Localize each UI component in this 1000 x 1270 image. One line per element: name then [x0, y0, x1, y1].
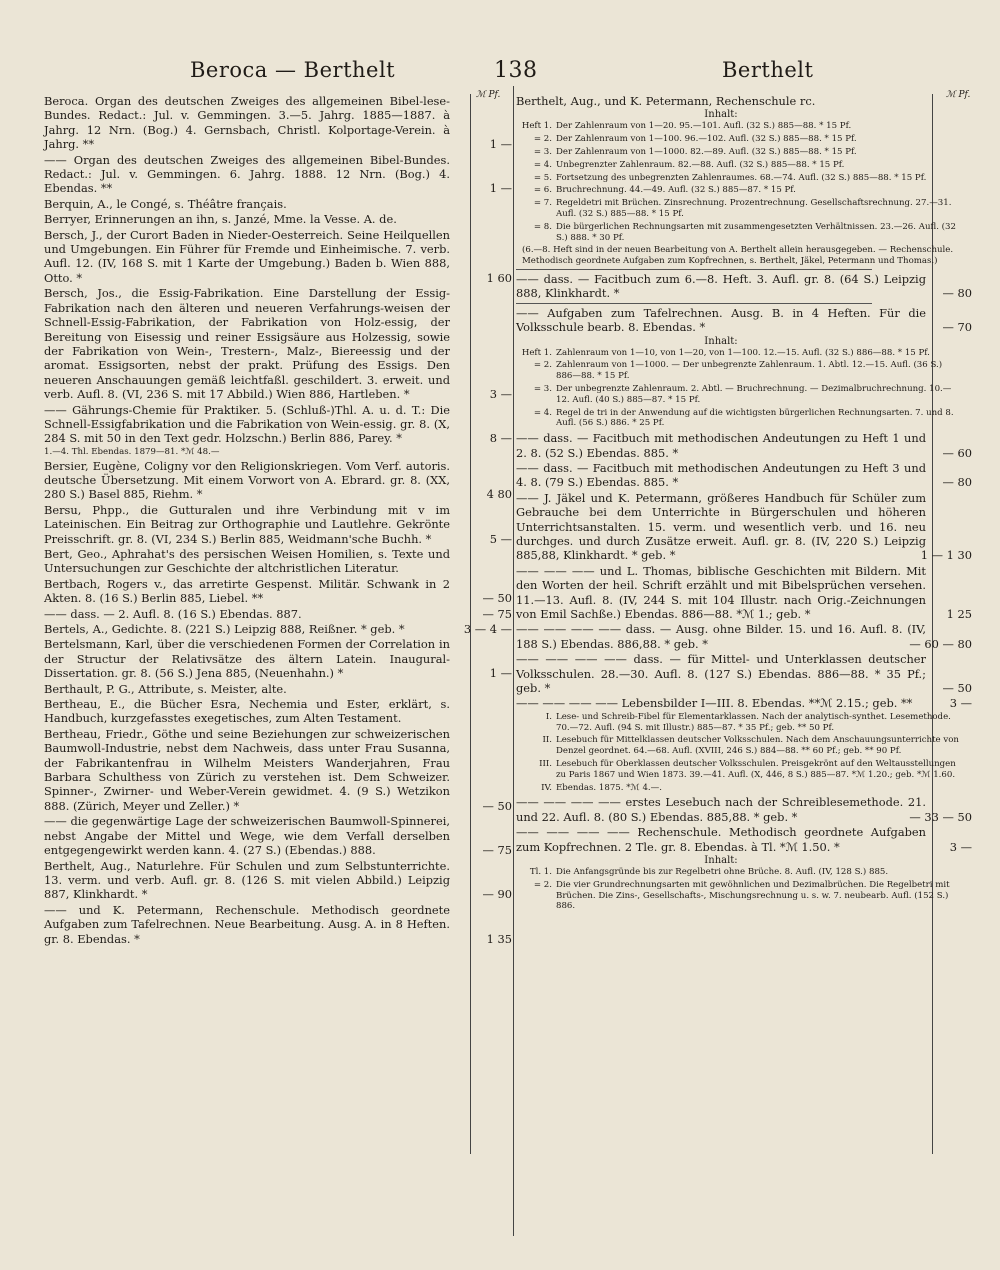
price: 1 35 — [486, 931, 512, 946]
item-text: Der Zahlenraum von 1—1000. 82.—89. Aufl. (32 S.) 885—88. * 15 Pf. — [556, 147, 857, 157]
catalog-entry: —— dass. — Facitbuch mit methodischen Andeutungen zu Heft 1 und 2. 8. (52 S.) Ebendas. 885. * — 60 — [516, 431, 972, 460]
catalog-entry — [44, 903, 512, 946]
price: — 80 — [942, 475, 972, 490]
item-text: Fortsetzung des unbegrenzten Zahlenraumes. 68.—74. Aufl. (32 S.) 885—88. * 15 Pf. — [556, 172, 927, 183]
entry-text: Bersch, J., der Curort Baden in Nieder-Oesterreich. Seine Heilquellen und Umgebungen. Ein Führer für Fremde und Einheimische. 7. verb. Aufl. 12. (IV, 168 S. mit 1 Karte der Umgebung.) Baden b. Wien 888, Otto. * — [44, 227, 450, 285]
price: 1 — — [489, 666, 512, 681]
price: 4 80 — [486, 487, 512, 502]
entry-text: Bersier, Eugène, Coligny vor den Religionskriegen. Vom Verf. autoris. deutsche Übersetzung. Mit einem Vorwort von A. Ebrard. gr. 8. (XX, 280 S.) Basel 885, Riehm. * — [44, 458, 450, 502]
catalog-entry — [44, 503, 512, 546]
catalog-entry — [44, 859, 512, 902]
item-label: = 3. — [533, 383, 552, 394]
entry-text: —— Gährungs-Chemie für Praktiker. 5. (Schluß-)Thl. A. u. d. T.: Die Schnell-Essigfabrikation und die Fabrikation von Wein-essig. gr. 8. (X, 284 S. mit 50 in den Text gedr. Holzschn.) Berlin 886, Parey. * — [44, 402, 450, 446]
item-text: Der Zahlenraum von 1—100. 96.—102. Aufl. (32 S.) 885—88. * 15 Pf. — [556, 134, 857, 145]
entry-text: Bertels, A., Gedichte. 8. (221 S.) Leipzig 888, Reißner. * geb. * — [44, 622, 405, 637]
catalog-entry — [44, 547, 512, 576]
price: 3 — 4 — — [463, 622, 512, 637]
price: — 50 — [482, 798, 512, 813]
item-label: = 2. — [533, 879, 552, 890]
catalog-entry — [44, 577, 512, 606]
entry-text: Bersu, Phpp., die Gutturalen und ihre Verbindung mit v im Lateinischen. Ein Beitrag zur Orthographie und Lautlehre. Gekrönte Preisschrift. gr. 8. (VI, 234 S.) Berlin 885, Weidmann'sche Buchh. * — [44, 502, 450, 546]
item-label: = 2. — [533, 134, 552, 145]
catalog-entry — [44, 622, 512, 636]
price: — 75 — [482, 606, 512, 621]
item-label: = 3. — [533, 147, 552, 157]
price: 1 — — [489, 137, 512, 152]
running-head-right: Berthelt — [722, 58, 814, 82]
catalog-entry: —— —— —— —— dass. — für Mittel- und Unterklassen deutscher Volksschulen. 28.—30. Aufl. 8. (127 S.) Ebendas. 886—88. * 35 Pf.; geb. * — 50 — [516, 652, 972, 696]
item-text: Der Zahlenraum von 1—20. 95.—101. Aufl. (32 S.) 885—88. * 15 Pf. — [556, 121, 852, 132]
contents-item — [516, 147, 972, 158]
right-column — [516, 94, 972, 914]
item-text: Die vier Grundrechnungsarten mit gewöhnlichen und Dezimalbrüchen. Die Regelbetri mit Brüchen. Die Zins-, Gesellschafts-, Mischungsrechnung u. s. w. 7. neubearb. Aufl. (152 S.) 886. — [556, 879, 950, 912]
catalog-entry — [44, 153, 512, 196]
running-head-left: Beroca — Berthelt — [190, 58, 396, 82]
catalog-entry — [44, 197, 512, 211]
contents-item — [516, 121, 972, 132]
item-label: III. — [539, 759, 552, 770]
price: — 60 — [942, 445, 972, 460]
item-text: Unbegrenzter Zahlenraum. 82.—88. Aufl. (32 S.) 885—88. * 15 Pf. — [556, 159, 845, 170]
catalog-entry: —— —— —— —— Rechenschule. Methodisch geordnete Aufgaben zum Kopfrechnen. 2 Tle. gr. 8. Ebendas. à Tl. *ℳ 1.50. * 3 — — [516, 825, 972, 854]
price: 5 — — [489, 531, 512, 546]
contents-item — [516, 348, 972, 359]
contents-item — [516, 160, 972, 171]
item-text: Zahlenraum von 1—1000. — Der unbegrenzte Zahlenraum. 1. Abtl. 12.—15. Aufl. (36 S.) 886—88. * 15 Pf. — [556, 360, 943, 382]
catalog-entry: —— —— —— —— dass. — Ausg. ohne Bilder. 15. und 16. Aufl. 8. (IV, 188 S.) Ebendas. 886,88. * geb. * — 60 — 80 — [516, 622, 972, 651]
catalog-entry: —— —— —— —— Lebensbilder I—III. 8. Ebendas. **ℳ 2.15.; geb. ** 3 — — [516, 696, 972, 711]
contents-item — [516, 867, 972, 878]
price: — 80 — [942, 286, 972, 301]
contents-item — [516, 222, 972, 244]
entry-text: Bertheau, Friedr., Göthe und seine Beziehungen zur schweizerischen Baumwoll-Industrie, nebst dem Nachweis, dass unter Frau Susanna, der Fabrikantenfrau in Wilhelm Meisters Wanderjahren, Frau Barbara Schulthess von Zürich zu verstehen ist. Dem Schweizer. Spinner-, Zwirner- und Weber-Verein gewidmet. 4. (9 S.) Wetzikon 888. (Zürich, Meyer und Zeller.) * — [44, 726, 450, 813]
series-note: (6.—8. Heft sind in der neuen Bearbeitung von A. Berthelt allein herausgegeben. — Rechenschule. Methodisch geordnete Aufgaben zum Kopfrechnen, s. Berthelt, Jäkel, Petermann und Thomas.) — [522, 245, 954, 267]
contents-item — [516, 408, 972, 430]
entry-text: —— Organ des deutschen Zweiges des allgemeinen Bibel-Bundes. Redact.: Jul. v. Gemmingen. 6. Jahrg. 1888. 12 Nrn. (Bog.) 4. Ebendas. ** — [44, 152, 450, 196]
entry-text: Bertbach, Rogers v., das arretirte Gespenst. Militär. Schwank in 2 Akten. 8. (16 S.) Berlin 885, Liebel. ** — [44, 576, 450, 606]
price-unit-left: ℳ Pf. — [476, 90, 501, 100]
item-text: Lesebuch für Oberklassen deutscher Volksschulen. Preisgekrönt auf den Weltausstellungen zu Paris 1867 und Wien 1873. 39.—41. Aufl. (X, 446, 8 S.) 885—87. *ℳ 1.20.; geb. *ℳ 1.60. — [556, 759, 956, 780]
item-text: Der unbegrenzte Zahlenraum. 2. Abtl. — Bruchrechnung. — Dezimalbruchrechnung. 10.—12. Aufl. (40 S.) 885—87. * 15 Pf. — [556, 383, 952, 405]
catalog-entry — [44, 447, 512, 458]
catalog-entry: —— —— —— und L. Thomas, biblische Geschichten mit Bildern. Mit den Worten der heil. Schrift erzählt und mit Bibelsprüchen versehen. 11.—13. Aufl. 8. (IV, 244 S. mit 104 Illustr. nach Orig.-Zeichnungen von Emil Sachße.) Ebendas. 886—88. *ℳ 1.; geb. * 1 25 — [516, 563, 972, 622]
item-text: Regel de tri in der Anwendung auf die wichtigsten bürgerlichen Rechnungsarten. 7. und 8. Aufl. (56 S.) 886. * 25 Pf. — [556, 407, 954, 429]
item-label: = 5. — [533, 172, 552, 183]
catalog-entry — [44, 212, 512, 226]
entry-text: Berquin, A., le Congé, s. Théâtre français. — [44, 196, 287, 211]
item-text: Lese- und Schreib-Fibel für Elementarklassen. Nach der analytisch-synthet. Lesemethode. 70.—72. Aufl. (94 S. mit Illustr.) 885—87. * 35 Pf.; geb. ** 50 Pf. — [556, 711, 951, 733]
item-label: Tl. 1. — [529, 867, 552, 878]
price: 3 — — [949, 696, 972, 711]
price: 3 — — [489, 387, 512, 402]
page-number: 138 — [494, 58, 538, 83]
item-text: Die bürgerlichen Rechnungsarten mit zusammengesetzten Verhältnissen. 23.—26. Aufl. (32 S.) 888. * 30 Pf. — [556, 221, 956, 243]
entry-text: 1.—4. Thl. Ebendas. 1879—81. *ℳ 48.— — [44, 446, 220, 457]
catalog-entry — [44, 403, 512, 446]
price: 1 60 — [486, 270, 512, 285]
item-text: Lesebuch für Mittelklassen deutscher Volksschulen. Nach dem Anschauungsunterrichte von Denzel geordnet. 64.—68. Aufl. (XVIII, 246 S.) 884—88. ** 60 Pf.; geb. ** 90 Pf. — [556, 735, 959, 757]
entry-text: Beroca. Organ des deutschen Zweiges des allgemeinen Bibel-lese-Bundes. Redact.: Jul. v. Gemmingen. 3.—5. Jahrg. 1885—1887. à Jahrg. 12 Nrn. (Bog.) 4. Gernsbach, Christl. Kolportage-Verein. à Jahrg. ** — [44, 94, 450, 152]
catalog-entry — [44, 286, 512, 401]
contents-label: Inhalt: — [704, 855, 738, 867]
catalog-entry — [44, 637, 512, 680]
contents-item — [516, 783, 972, 794]
price: 1 25 — [946, 607, 972, 622]
price: 8 — — [489, 431, 512, 446]
item-text: Zahlenraum von 1—10, von 1—20, von 1—100. 12.—15. Aufl. (32 S.) 886—88. * 15 Pf. — [556, 347, 930, 358]
entry-text: Bert, Geo., Aphrahat's des persischen Weisen Homilien, s. Texte und Untersuchungen zur Geschichte der altchristlichen Literatur. — [44, 546, 450, 576]
catalog-entry — [44, 228, 512, 286]
contents-item — [516, 712, 972, 734]
catalog-entry: —— J. Jäkel und K. Petermann, größeres Handbuch für Schüler zum Gebrauche bei dem Unterrichte in Bürgerschulen und höheren Unterrichtsanstalten. 15. verm. und wesentlich verb. und 16. neu durchges. und durch Zusätze erweit. Aufl. gr. 8. (IV, 220 S.) Leipzig 885,88, Klinkhardt. * geb. * 1 — 1 30 — [516, 490, 972, 563]
price: — 33 — 50 — [909, 809, 972, 824]
price: 3 — — [949, 839, 972, 854]
contents-item — [516, 735, 972, 757]
item-label: = 4. — [533, 407, 552, 418]
item-text: Regeldetri mit Brüchen. Zinsrechnung. Prozentrechnung. Gesellschaftsrechnung. 27.—31. Aufl. (32 S.) 885—88. * 15 Pf. — [556, 198, 952, 219]
item-label: = 8. — [533, 221, 552, 232]
divider — [516, 269, 872, 270]
item-label: = 6. — [533, 185, 552, 196]
price: — 50 — [482, 591, 512, 606]
price: — 75 — [482, 843, 512, 858]
contents-label: Inhalt: — [704, 335, 738, 347]
entry-text: Berthelt, Aug., Naturlehre. Für Schulen und zum Selbstunterrichte. 13. verm. und verb. Aufl. gr. 8. (126 S. mit vielen Abbild.) Leipzig 887, Klinkhardt. * — [44, 858, 450, 902]
entry-text: Bertelsmann, Karl, über die verschiedenen Formen der Correlation in der Structur der Relativsätze des ältern Latein. Inaugural-Dissertation. gr. 8. (56 S.) Jena 885, (Neuenhahn.) * — [44, 637, 450, 681]
item-text: Ebendas. 1875. *ℳ 4.—. — [556, 782, 662, 793]
item-label: = 4. — [533, 159, 552, 170]
catalog-entry — [44, 814, 512, 857]
catalog-entry: —— —— —— —— erstes Lesebuch nach der Schreiblesemethode. 21. und 22. Aufl. 8. (80 S.) Ebendas. 885,88. * geb. * — 33 — 50 — [516, 795, 972, 824]
contents-item — [516, 360, 972, 382]
catalog-entry: —— dass. — Facitbuch mit methodischen Andeutungen zu Heft 3 und 4. 8. (79 S.) Ebendas. 885. * — 80 — [516, 460, 972, 490]
price: — 70 — [942, 320, 972, 335]
item-text: Die Anfangsgründe bis zur Regelbetri ohne Brüche. 8. Aufl. (IV, 128 S.) 885. — [556, 867, 889, 878]
catalog-entry — [44, 94, 512, 152]
catalog-entry-intro: Berthelt, Aug., und K. Petermann, Rechenschule rc. — [516, 94, 816, 108]
price: 1 — — [489, 181, 512, 196]
catalog-entry — [44, 727, 512, 813]
catalog-entry — [44, 682, 512, 696]
item-label: = 2. — [533, 360, 552, 371]
item-label: IV. — [541, 782, 552, 793]
contents-item — [516, 759, 972, 781]
contents-item — [516, 198, 972, 220]
entry-text: Bersch, Jos., die Essig-Fabrikation. Eine Darstellung der Essig-Fabrikation nach den älteren und neueren Verfahrungs-weisen der Schnell-Essig-Fabrikation, der Fabrikation von Holz-essig, der Bereitung von Eisessig und reiner Essigsäure aus Holzessig, sowie der Fabrikation von Wein-, Trestern-, Malz-, Biereessig und der aromat. Essigsorten, nebst der prakt. Prüfung des Essigs. Den neueren Anschauungen gemäß leichtfaßl. geschildert. 3. erweit. und verb. Aufl. 8. (VI, 236 S. mit 17 Abbild.) Wien 886, Hartleben. * — [44, 286, 450, 402]
item-label: II. — [542, 735, 552, 746]
contents-item — [516, 185, 972, 196]
entry-text: Berryer, Erinnerungen an ihn, s. Janzé, Mme. la Vesse. A. de. — [44, 212, 397, 227]
entry-text: —— die gegenwärtige Lage der schweizerischen Baumwoll-Spinnerei, nebst Angabe der Mittel und Wege, wie dem Verfall derselben entgegengewirkt werden kann. 4. (27 S.) (Ebendas.) 888. — [44, 814, 450, 858]
catalog-entry — [44, 459, 512, 502]
contents-item — [516, 384, 972, 406]
item-label: = 7. — [533, 198, 552, 209]
contents-item — [516, 880, 972, 912]
item-label: Heft 1. — [521, 121, 552, 132]
left-column — [44, 94, 512, 947]
price: — 60 — 80 — [909, 636, 972, 651]
divider — [516, 303, 872, 304]
entry-text: Berthault, P. G., Attribute, s. Meister, alte. — [44, 681, 287, 696]
column-divider — [513, 86, 514, 1236]
item-label: I. — [545, 711, 552, 722]
price: — 90 — [482, 887, 512, 902]
contents-item — [516, 134, 972, 145]
catalog-entry — [44, 607, 512, 621]
item-label: Heft 1. — [521, 347, 552, 358]
price-unit-right: ℳ Pf. — [946, 90, 971, 100]
price: 1 — 1 30 — [920, 548, 972, 563]
catalog-entry: —— dass. — Facitbuch zum 6.—8. Heft. 3. Aufl. gr. 8. (64 S.) Leipzig 888, Klinkhardt. * — 80 — [516, 271, 972, 301]
item-text: Bruchrechnung. 44.—49. Aufl. (32 S.) 885—87. * 15 Pf. — [556, 185, 796, 196]
entry-text: —— und K. Petermann, Rechenschule. Methodisch geordnete Aufgaben zum Tafelrechnen. Neue Bearbeitung. Ausg. A. in 8 Heften. gr. 8. Ebendas. * — [44, 902, 450, 946]
contents-label: Inhalt: — [704, 109, 738, 121]
catalog-entry: —— Aufgaben zum Tafelrechnen. Ausg. B. in 4 Heften. Für die Volksschule bearb. 8. Ebendas. * — 70 — [516, 305, 972, 335]
entry-text: —— dass. — 2. Aufl. 8. (16 S.) Ebendas. 887. — [44, 606, 302, 621]
catalog-entry — [44, 697, 512, 726]
entry-text: Bertheau, E., die Bücher Esra, Nechemia und Ester, erklärt, s. Handbuch, kurzgefasstes exegetisches, zum Alten Testament. — [44, 697, 450, 726]
contents-item — [516, 173, 972, 184]
price: — 50 — [942, 681, 972, 696]
